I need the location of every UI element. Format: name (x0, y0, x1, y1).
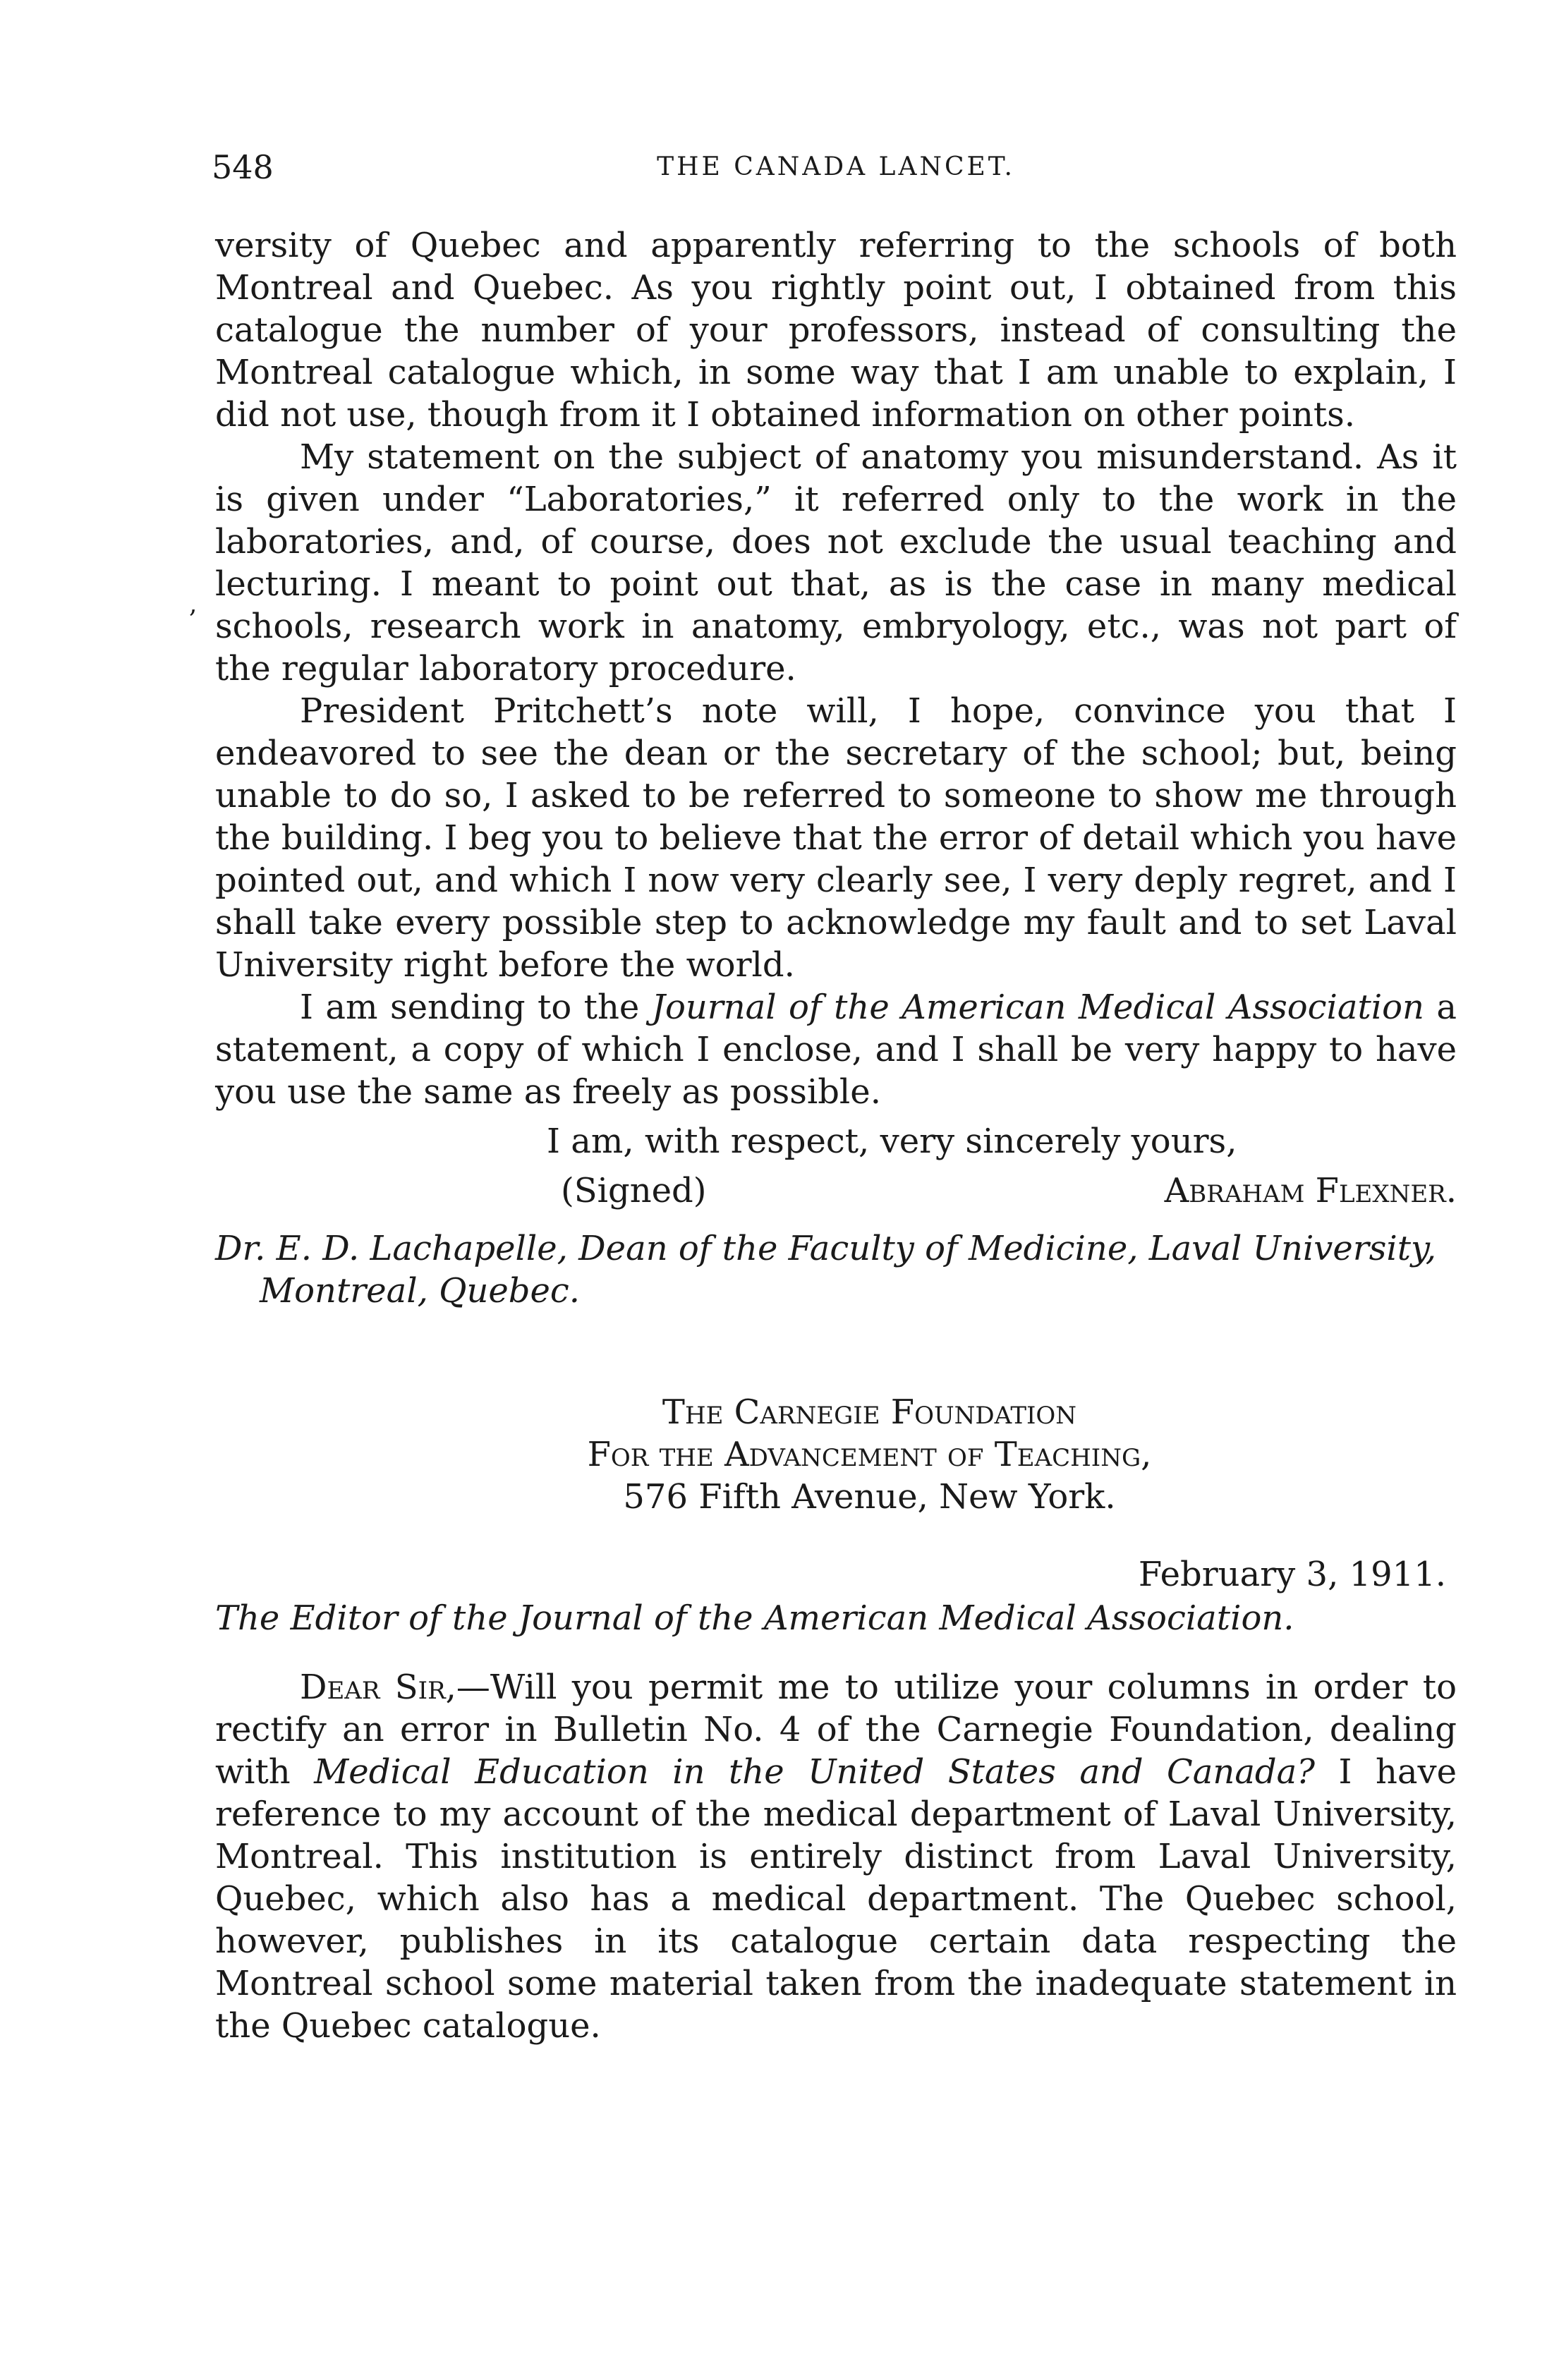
letter1-paragraph-3: President Pritchett’s note will, I hope, convince you that I endeavored to see the dean or the secretary of the school; but, being unable to do so, I asked to be referred to someone to show me through the building. I beg you to believe that the error of detail which you have pointed out, and which I now very clearly see, I very deply regret, and I shall take every possible step to acknowledge my fault and to set Laval University right before the world. (215, 691, 1457, 985)
stray-comma-mark: , (189, 590, 198, 619)
letter2-text-before: —Will you permit me to utilize your columns in order to rectify an error in Bulletin No. 4 of the Carnegie Foundation, dealing with (215, 1668, 1457, 1792)
addressee-line-1: Dr. E. D. Lachapelle, Dean of the Faculty of Medicine, Laval University, (215, 1229, 1437, 1268)
foundation-purpose: For the Advancement of Teaching, (587, 1435, 1152, 1474)
letter1-closing: I am, with respect, very sincerely yours, (547, 1122, 1237, 1161)
addressee-line-2: Montreal, Quebec. (260, 1271, 581, 1311)
letter2-paragraph-1 (215, 1666, 1457, 2047)
letter1-paragraph-1: versity of Quebec and apparently referring to the schools of both Montreal and Quebec. As you rightly point out, I obtained from this catalogue the number of your professors, instead of consulting the Montreal catalogue which, in some way that I am unable to explain, I did not use, though from it I obtained information on other points. (215, 226, 1457, 435)
editor-addressee: The Editor of the Journal of the American Medical Association. (215, 1598, 1294, 1638)
foundation-letterhead (215, 1391, 1457, 1518)
salutation: Dear Sir, (300, 1668, 456, 1707)
foundation-address: 576 Fifth Avenue, New York. (623, 1477, 1116, 1517)
page-header (212, 148, 1460, 190)
bulletin-title: Medical Education in the United States and Canada? (314, 1752, 1316, 1792)
p4-text-after: a statement, a copy of which I enclose, and I shall be very happy to have you use the same as freely as possible. (215, 988, 1457, 1112)
letter1-paragraph-4 (215, 986, 1457, 1113)
letter-date: February 3, 1911. (1138, 1555, 1446, 1594)
addressee-block (215, 1227, 1457, 1312)
signed-line (215, 1170, 1457, 1219)
signature-name: Abraham Flexner. (1164, 1171, 1457, 1210)
foundation-name: The Carnegie Foundation (662, 1392, 1077, 1432)
p4-text-before: I am sending to the (300, 988, 652, 1027)
page-body (215, 224, 1457, 2047)
journal-title: Journal of the American Medical Association (651, 988, 1424, 1027)
signed-label: (Signed) (561, 1171, 707, 1210)
letter1-paragraph-2: My statement on the subject of anatomy you misunderstand. As it is given under “Laboratories,” it referred only to the work in the laboratories, and, of course, does not exclude the usual teaching and lecturing. I meant to point out that, as is the case in many medical schools, research work in anatomy, embryology, etc., was not part of the regular laboratory procedure. (215, 437, 1457, 688)
running-head: THE CANADA LANCET. (657, 152, 1015, 181)
letter2-text-after: I have reference to my account of the medical department of Laval University, Montreal. This institution is entirely distinct from Laval University, Quebec, which also has a medical department. The Quebec school, however, publishes in its catalogue certain data respecting the Montreal school some material taken from the inadequate statement in the Quebec catalogue. (215, 1752, 1457, 2046)
page-number: 548 (212, 148, 274, 186)
